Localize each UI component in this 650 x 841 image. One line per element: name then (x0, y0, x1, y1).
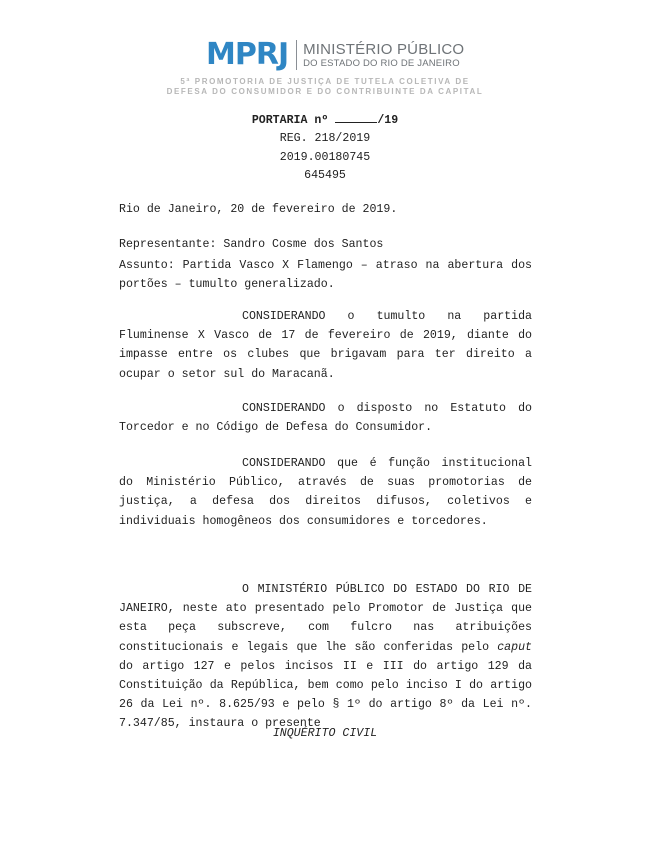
portaria-heading (0, 113, 650, 127)
instauracao-text-part1: O MINISTÉRIO PÚBLICO DO ESTADO DO RIO DE JANEIRO, neste ato presentado pelo Promotor de Justiça que esta peça subscreve, com fulcro nas atribuições constitucionais e legais que lhe são conferidas pelo (119, 583, 532, 654)
inquerito-title: INQUÉRITO CIVIL (272, 727, 378, 740)
assunto: Assunto: Partida Vasco X Flamengo – atraso na abertura dos portões – tumulto generalizado. (119, 259, 532, 292)
considerando-text-2: CONSIDERANDO o disposto no Estatuto do Torcedor e no Código de Defesa do Consumidor. (119, 402, 532, 435)
logo-text (303, 41, 464, 70)
caput-term: caput (497, 640, 532, 654)
instauracao-paragraph (119, 580, 532, 734)
considerando-paragraph-3 (119, 454, 532, 531)
logo-divider (296, 40, 297, 70)
portaria-suffix: /19 (377, 114, 399, 127)
process-number: 2019.00180745 (279, 151, 371, 164)
logo-line2: DO ESTADO DO RIO DE JANEIRO (303, 57, 460, 69)
promotoria-line1: 5ª PROMOTORIA DE JUSTIÇA DE TUTELA COLETIVA DE (180, 77, 470, 86)
portaria-prefix: PORTARIA nº (251, 114, 336, 127)
promotoria-line2: DEFESA DO CONSUMIDOR E DO CONTRIBUINTE DA CAPITAL (166, 87, 484, 96)
considerando-text-1: CONSIDERANDO o tumulto na partida Fluminense X Vasco de 17 de fevereiro de 2019, diante do impasse entre os clubes que brigavam para ter direito a ocupar o setor sul do Maracanã. (119, 310, 532, 381)
representante: Representante: Sandro Cosme dos Santos (119, 238, 384, 251)
portaria-number-blank (335, 113, 377, 123)
document-date: Rio de Janeiro, 20 de fevereiro de 2019. (119, 203, 398, 216)
logo-mark: MPRJ (206, 37, 289, 72)
considerando-text-3: CONSIDERANDO que é função institucional do Ministério Público, através de suas promotorias de justiça, a defesa dos direitos difusos, coletivos e individuais homogêneos dos consumidores e torcedores. (119, 457, 532, 528)
instauracao-text-part2: do artigo 127 e pelos incisos II e III do artigo 129 da Constituição da República, bem como pelo inciso I do artigo 26 da Lei nº. 8.625/93 e pelo § 1º do artigo 8º da Lei nº. 7.347/85, instaura o presente (119, 659, 532, 731)
considerando-paragraph-2 (119, 399, 532, 437)
mprj-logo (206, 39, 464, 71)
considerando-paragraph-1 (119, 307, 532, 384)
logo-line1: MINISTÉRIO PÚBLICO (303, 40, 465, 58)
registration: REG. 218/2019 (279, 132, 371, 145)
document-code: 645495 (304, 169, 346, 182)
